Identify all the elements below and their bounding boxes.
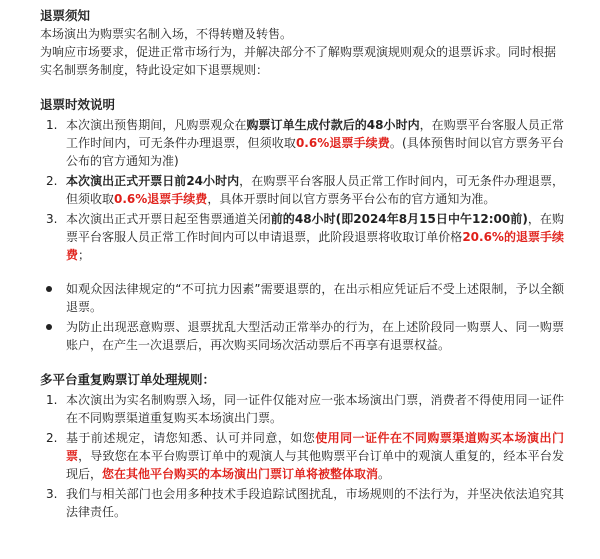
item-number: 3.	[46, 212, 58, 226]
notice-title: 退票须知	[40, 8, 91, 23]
item-red-text: 0.6%退票手续费	[295, 136, 390, 150]
item-number: 1.	[46, 393, 58, 407]
item-number: 2.	[46, 431, 58, 445]
notice-section	[40, 6, 564, 79]
item-text: 。(具体预售时间以官方票务平台公布的官方通知为准)	[66, 136, 564, 168]
item-bold-text: 本次演出正式开票日前24小时内	[66, 174, 240, 188]
multi-platform-item-3	[40, 485, 564, 521]
item-bold-text: 前的48小时(即2024年8月15日中午12:00前)	[270, 212, 528, 226]
intro-line-2: 为响应市场要求，促进正常市场行为，并解决部分不了解购票观演规则观众的退票诉求。同时根据实名制票务制度，特此设定如下退票规则：	[40, 45, 557, 77]
multi-platform-item-2	[40, 429, 564, 483]
timeliness-item-2	[40, 172, 564, 208]
item-text: 。	[378, 467, 391, 481]
bullet-item-malicious-refund	[40, 318, 564, 354]
multi-platform-section	[40, 370, 564, 521]
item-bold-text: 购票订单生成付款后的48小时内	[246, 118, 420, 132]
item-text: 我们与相关部门也会用多种技术手段追踪试图扰乱，市场规则的不法行为，并坚决依法追究其法律责任。	[66, 487, 564, 519]
item-number: 1.	[46, 118, 58, 132]
bullet-text: 如观众因法律规定的“不可抗力因素”需要退票的，在出示相应凭证后不受上述限制，予以全额退票。	[66, 282, 564, 314]
item-text: 本次演出预售期间，凡购票观众在	[66, 118, 247, 132]
timeliness-item-1	[40, 116, 564, 170]
item-red-text: 20.6%的退票手续费	[66, 230, 564, 262]
bullet-text: 为防止出现恶意购票、退票扰乱大型活动正常举办的行为，在上述阶段同一购票人、同一购票账户，在产生一次退票后，再次购买同场次活动票后不再享有退票权益。	[66, 320, 564, 352]
item-number: 3.	[46, 487, 58, 501]
item-text: ，在购票平台客服人员正常工作时间内可以申请退票，此阶段退票将收取订单价格	[66, 212, 564, 244]
item-text: ，在购票平台客服人员正常工作时间内，可无条件办理退票，但须收取	[66, 118, 564, 150]
item-red-text: 使用同一证件在不同购票渠道购买本场演出门票	[66, 431, 564, 463]
bullet-item-force-majeure	[40, 280, 564, 316]
multi-platform-title: 多平台重复购票订单处理规则：	[40, 372, 216, 387]
item-text: ；	[78, 248, 91, 262]
item-number: 2.	[46, 174, 58, 188]
timeliness-title: 退票时效说明	[40, 97, 116, 112]
item-text: ，在购票平台客服人员正常工作时间内，可无条件办理退票，但须收取	[66, 174, 564, 206]
item-text: 本次演出为实名制购票入场，同一证件仅能对应一张本场演出门票，消费者不得使用同一证件在不同购票渠道重复购买本场演出门票。	[66, 393, 564, 425]
intro-line-1: 本场演出为购票实名制入场，不得转赠及转售。	[40, 27, 293, 41]
bullet-dot-icon	[46, 324, 52, 330]
timeliness-section	[40, 95, 564, 354]
item-text: 基于前述规定，请您知悉、认可并同意，如您	[66, 431, 316, 445]
timeliness-item-3	[40, 210, 564, 264]
item-text: 本次演出正式开票日起至售票通道关闭	[66, 212, 271, 226]
item-red-text: 0.6%退票手续费	[114, 192, 208, 206]
item-text: ，导致您在本平台购票订单中的观演人与其他购票平台订单中的观演人重复的，经本平台发现后，	[66, 449, 564, 481]
bullet-dot-icon	[46, 286, 52, 292]
multi-platform-item-1	[40, 391, 564, 427]
item-red-text: 您在其他平台购买的本场演出门票订单将被整体取消	[102, 467, 379, 481]
item-text: ，具体开票时间以官方票务平台公布的官方通知为准。	[207, 192, 496, 206]
